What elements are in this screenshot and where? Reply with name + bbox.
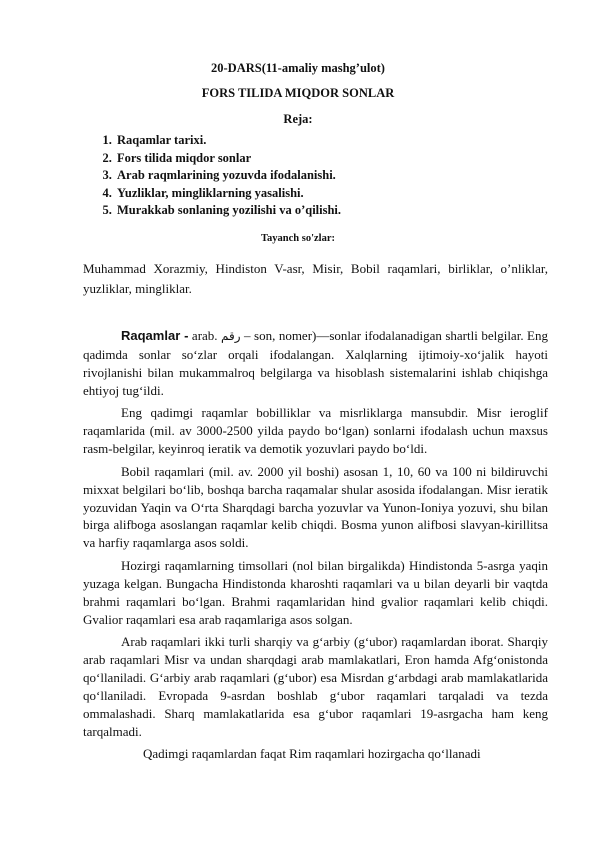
- keywords-text: Muhammad Xorazmiy, Hindiston V-asr, Misir, Bobil raqamlari, birliklar, o’nliklar, yuzliklar, mingliklar.: [83, 261, 548, 296]
- plan-list: [97, 132, 341, 220]
- plan-item: 1. Raqamlar tarixi.: [115, 132, 341, 150]
- paragraph: Raqamlar - arab. رقم – son, nomer)—sonlar ifodalanadigan shartli belgilar. Eng qadimda sonlar so‘zlar orqali ifodalangan. Xalqlarning ijtimoiy-xo‘jalik hayoti rivojlanishi bilan mukammalroq belgilarga va hisoblash sistemalarini ishlab chiqishga ehtiyoj tug‘ildi.: [83, 328, 548, 398]
- plan-item: 4. Yuzliklar, mingliklarning yasalishi.: [115, 185, 341, 203]
- paragraph: Eng qadimgi raqamlar bobilliklar va misrliklarga mansubdir. Misr ieroglif raqamlarida (mil. av 3000-2500 yilda paydo bo‘lgan) sonlarni ifodalash uchun maxsus rasm-belgilar, keyinroq ieratik va demotik yozuvlari paydo bo‘ldi.: [83, 405, 548, 457]
- paragraph: Hozirgi raqamlarning timsollari (nol bilan birgalikda) Hindistonda 5-asrga yaqin yuzaga kelgan. Bungacha Hindistonda kharoshti raqamlari va u bilan deyarli bir vaqtda brahmi raqamlari bo‘lgan. Brahmi raqamlaridan hind gvalior raqamlari kelib chiqdi. Gvalior raqamlari esa arab raqamlariga asos solgan.: [83, 557, 548, 627]
- plan-item: 3. Arab raqmlarining yozuvda ifodalanishi.: [115, 167, 341, 185]
- plan-item: 5. Murakkab sonlaning yozilishi va o’qilishi.: [115, 202, 341, 220]
- body-text: [83, 327, 548, 768]
- lesson-title: 20-DARS(11-amaliy mashg’ulot): [211, 61, 385, 75]
- paragraph: Qadimgi raqamlardan faqat Rim raqamlari hozirgacha qo‘llanadi: [143, 746, 481, 762]
- paragraph: Bobil raqamlari (mil. av. 2000 yil boshi) asosan 1, 10, 60 va 100 ni bildiruvchi mixxat belgilari bo‘lib, boshqa barcha raqamalar shular asosida ifodalangan. Misr ieratik yozuvidan Yaqin va O‘rta Sharqdagi barcha yozuvlar va Yunon-Ioniya yozuvi, shu bilan birga alifboga asoslangan raqamlar kelib chiqdi. Bosma yunon alifbosi slavyan-kirillitsa va harfiy raqamlarga asos soldi.: [83, 463, 548, 551]
- keywords-heading: Tayanch so'zlar:: [261, 233, 335, 244]
- topic-title: FORS TILIDA MIQDOR SONLAR: [201, 86, 395, 100]
- paragraph: Arab raqamlari ikki turli sharqiy va g‘arbiy (g‘ubor) raqamlardan iborat. Sharqiy arab raqamlari Misr va undan sharqdagi arab mamlakatlari, Eron hamda Afg‘onistonda qo‘llaniladi. G‘arbiy arab raqamlari (g‘ubor) esa Misrdan g‘arbdagi arab mamlakatlarida qo‘llaniladi. Evropada 9-asrdan boshlab g‘ubor raqamlari tarqaladi va tezda ommalashadi. Sharq mamlakatlarida esa g‘ubor raqamlari 19-asrgacha ham keng tarqalmadi.: [83, 634, 548, 739]
- arabic-word: رقم: [221, 329, 241, 343]
- plan-heading: Reja:: [283, 112, 313, 126]
- plan-item: 2. Fors tilida miqdor sonlar: [115, 150, 341, 168]
- term-lead: Raqamlar -: [121, 328, 189, 343]
